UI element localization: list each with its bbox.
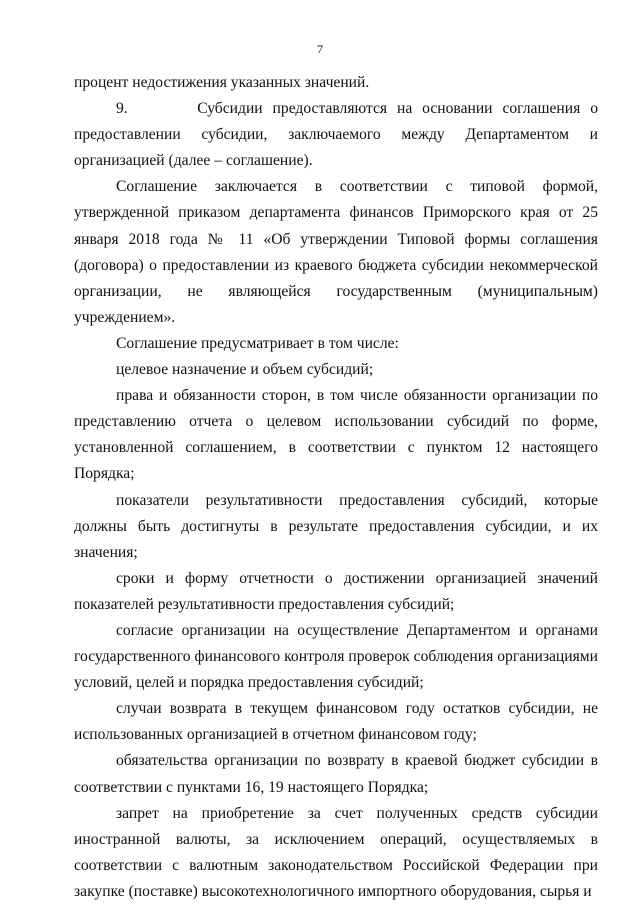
list-item-return-obligations: обязательства организации по возврату в краевой бюджет субсидии в соответствии с пунктами 16, 19 настоящего Порядка; — [74, 752, 598, 796]
paragraph-continuation: процент недостижения указанных значений. — [74, 74, 370, 91]
list-item-currency-ban: запрет на приобретение за счет полученных средств субсидии иностранной валюты, за исключением операций, осуществляемых в соответствии с валютным законодательством Российской Федерации при закупке (поставке) высокотехнологичного импортного оборудования, сырья и — [74, 804, 598, 900]
page-number: 7 — [317, 42, 323, 56]
paragraph-agreement-provides: Соглашение предусматривает в том числе: — [116, 334, 399, 352]
list-item-inspection-consent: согласие организации на осуществление Департаментом и органами государственного финансового контроля проверок соблюдения организациями условий, целей и порядка предоставления субсидий; — [74, 621, 598, 692]
list-item-reporting-terms: сроки и форму отчетности о достижении организацией значений показателей результативности предоставления субсидий; — [74, 569, 598, 613]
list-item-purpose-volume: целевое назначение и объем субсидий; — [116, 361, 374, 379]
list-item-performance-indicators: показатели результативности предоставления субсидий, которые должны быть достигнуты в результате предоставления субсидии, и их значения; — [74, 491, 598, 561]
paragraph-item-9: 9. Субсидии предоставляются на основании соглашения о предоставлении субсидии, заключаемого между Департаментом и организацией (далее – соглашение). — [74, 100, 598, 170]
list-item-rights-duties: права и обязанности сторон, в том числе обязанности организации по представлению отчета о целевом использовании субсидий по форме, установленной соглашением, в соответствии с пунктом 12 настоящего Порядка; — [74, 387, 598, 483]
document-body — [74, 70, 598, 905]
list-item-return-cases: случаи возврата в текущем финансовом году остатков субсидии, не использованных организацией в отчетном финансовом году; — [74, 700, 598, 744]
paragraph-agreement-form: Соглашение заключается в соответствии с типовой формой, утвержденной приказом департамента финансов Приморского края от 25 января 2018 года № 11 «Об утверждении Типовой формы соглашения (договора) о предоставлении из краевого бюджета субсидии некоммерческой организации, не являющейся государственным (муниципальным) учреждением». — [74, 178, 598, 326]
